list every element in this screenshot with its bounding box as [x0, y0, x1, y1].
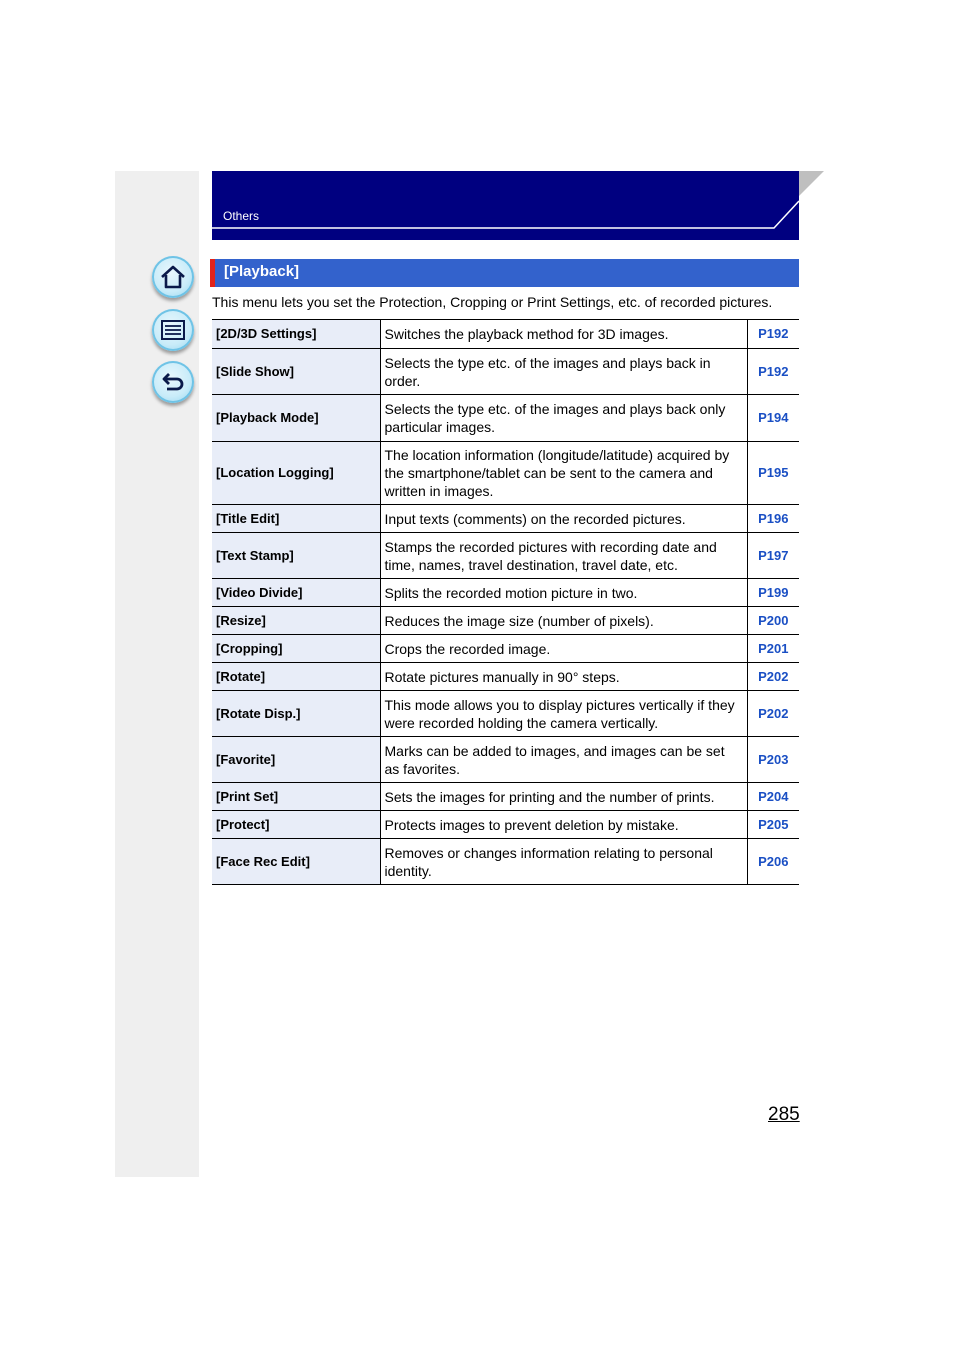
menu-item-name: [Cropping] — [212, 635, 380, 663]
page-reference-link[interactable]: P202 — [747, 691, 799, 737]
page-reference-link[interactable]: P192 — [747, 320, 799, 349]
table-row — [212, 533, 799, 579]
menu-item-name: [Location Logging] — [212, 442, 380, 505]
page-corner-fold — [799, 171, 824, 196]
menu-item-description: Reduces the image size (number of pixels). — [380, 607, 747, 635]
menu-item-name: [Face Rec Edit] — [212, 839, 380, 885]
menu-item-description: This mode allows you to display pictures vertically if they were recorded holding the camera vertically. — [380, 691, 747, 737]
section-title: [Playback] — [224, 263, 300, 280]
home-icon — [159, 263, 187, 291]
menu-item-name: [Rotate] — [212, 663, 380, 691]
table-row — [212, 691, 799, 737]
menu-item-description: Input texts (comments) on the recorded pictures. — [380, 505, 747, 533]
page-number: 285 — [768, 1104, 800, 1125]
table-row — [212, 811, 799, 839]
table-row — [212, 395, 799, 442]
page-reference-link[interactable]: P192 — [747, 349, 799, 395]
page-reference-link[interactable]: P201 — [747, 635, 799, 663]
menu-item-name: [Resize] — [212, 607, 380, 635]
page-reference-link[interactable]: P202 — [747, 663, 799, 691]
table-row — [212, 320, 799, 349]
page-reference-link[interactable]: P196 — [747, 505, 799, 533]
menu-item-description: Protects images to prevent deletion by mistake. — [380, 811, 747, 839]
header-band — [212, 171, 799, 240]
table-row — [212, 663, 799, 691]
table-row — [212, 442, 799, 505]
page-reference-link[interactable]: P206 — [747, 839, 799, 885]
section-title-bar — [210, 259, 799, 287]
home-button[interactable] — [152, 256, 194, 298]
table-row — [212, 349, 799, 395]
return-arrow-icon — [159, 368, 187, 396]
menu-item-description: Removes or changes information relating to personal identity. — [380, 839, 747, 885]
menu-item-description: The location information (longitude/latitude) acquired by the smartphone/tablet can be sent to the camera and written in images. — [380, 442, 747, 505]
page-reference-link[interactable]: P205 — [747, 811, 799, 839]
table-row — [212, 783, 799, 811]
page-reference-link[interactable]: P200 — [747, 607, 799, 635]
section-label: Others — [223, 209, 260, 223]
playback-menu-table — [212, 319, 799, 885]
menu-item-description: Sets the images for printing and the number of prints. — [380, 783, 747, 811]
menu-item-description: Selects the type etc. of the images and plays back only particular images. — [380, 395, 747, 442]
menu-list-icon — [159, 316, 187, 344]
table-row — [212, 737, 799, 783]
page-reference-link[interactable]: P194 — [747, 395, 799, 442]
menu-item-name: [Text Stamp] — [212, 533, 380, 579]
table-row — [212, 607, 799, 635]
page-reference-link[interactable]: P199 — [747, 579, 799, 607]
header-decoration — [212, 171, 799, 240]
menu-item-description: Marks can be added to images, and images can be set as favorites. — [380, 737, 747, 783]
page-reference-link[interactable]: P203 — [747, 737, 799, 783]
menu-item-name: [Playback Mode] — [212, 395, 380, 442]
table-row — [212, 839, 799, 885]
menu-button[interactable] — [152, 309, 194, 351]
menu-item-name: [Protect] — [212, 811, 380, 839]
table-row — [212, 635, 799, 663]
menu-item-name: [Rotate Disp.] — [212, 691, 380, 737]
menu-item-name: [Video Divide] — [212, 579, 380, 607]
page-reference-link[interactable]: P197 — [747, 533, 799, 579]
page-reference-link[interactable]: P204 — [747, 783, 799, 811]
menu-item-description: Splits the recorded motion picture in two. — [380, 579, 747, 607]
menu-item-description: Stamps the recorded pictures with recording date and time, names, travel destination, travel date, etc. — [380, 533, 747, 579]
intro-text: This menu lets you set the Protection, Cropping or Print Settings, etc. of recorded pictures. — [212, 294, 773, 310]
menu-item-description: Selects the type etc. of the images and plays back in order. — [380, 349, 747, 395]
menu-item-name: [Slide Show] — [212, 349, 380, 395]
table-row — [212, 579, 799, 607]
menu-item-description: Switches the playback method for 3D images. — [380, 320, 747, 349]
menu-item-name: [Print Set] — [212, 783, 380, 811]
table-row — [212, 505, 799, 533]
back-button[interactable] — [152, 361, 194, 403]
menu-item-name: [2D/3D Settings] — [212, 320, 380, 349]
menu-item-description: Crops the recorded image. — [380, 635, 747, 663]
menu-item-name: [Favorite] — [212, 737, 380, 783]
menu-item-name: [Title Edit] — [212, 505, 380, 533]
menu-item-description: Rotate pictures manually in 90° steps. — [380, 663, 747, 691]
page-reference-link[interactable]: P195 — [747, 442, 799, 505]
